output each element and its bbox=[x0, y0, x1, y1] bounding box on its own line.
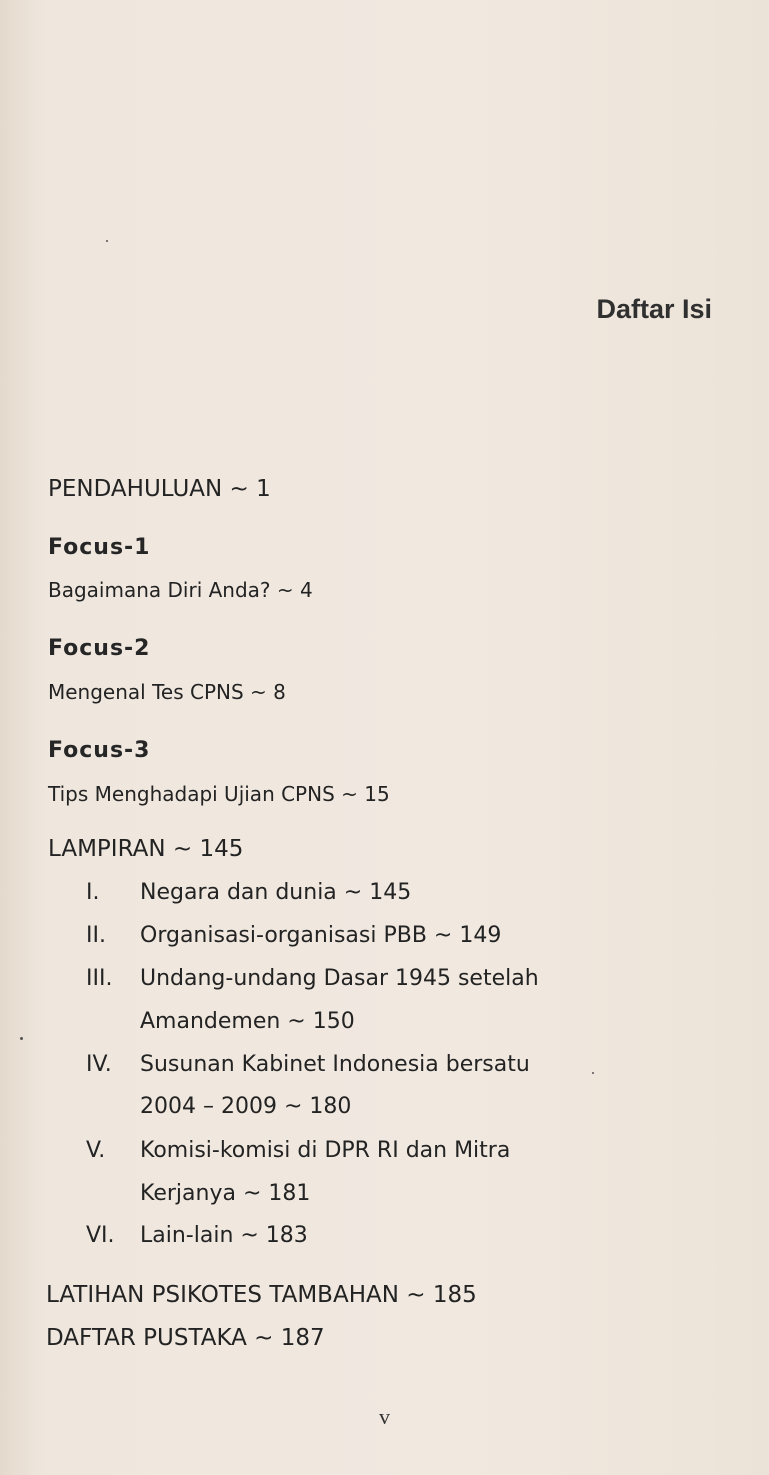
appendix-number: III. bbox=[86, 966, 113, 991]
appendix-entry: Undang-undang Dasar 1945 setelah bbox=[140, 966, 539, 991]
appendix-entry: Komisi-komisi di DPR RI dan Mitra bbox=[140, 1138, 511, 1163]
toc-entry-focus-3: Tips Menghadapi Ujian CPNS ~ 15 bbox=[48, 782, 390, 806]
paper-speck bbox=[592, 1072, 594, 1074]
appendix-entry: Negara dan dunia ~ 145 bbox=[140, 880, 412, 905]
appendix-entry: Lain-lain ~ 183 bbox=[140, 1223, 308, 1248]
toc-entry-focus-1: Bagaimana Diri Anda? ~ 4 bbox=[48, 578, 313, 602]
appendix-entry-continuation: Amandemen ~ 150 bbox=[140, 1009, 355, 1034]
appendix-number: II. bbox=[86, 923, 106, 948]
page-title: Daftar Isi bbox=[596, 294, 712, 324]
paper-speck bbox=[20, 1037, 23, 1040]
paper-speck bbox=[106, 240, 108, 242]
toc-entry-focus-2: Mengenal Tes CPNS ~ 8 bbox=[48, 680, 286, 704]
toc-heading-focus-1: Focus-1 bbox=[48, 535, 151, 560]
toc-heading-focus-3: Focus-3 bbox=[48, 738, 151, 763]
appendix-number: IV. bbox=[86, 1052, 112, 1077]
appendix-entry-continuation: Kerjanya ~ 181 bbox=[140, 1181, 311, 1206]
appendix-number: I. bbox=[86, 880, 100, 905]
toc-entry-pendahuluan: PENDAHULUAN ~ 1 bbox=[48, 476, 271, 502]
toc-entry-latihan: LATIHAN PSIKOTES TAMBAHAN ~ 185 bbox=[46, 1282, 477, 1308]
appendix-entry-continuation: 2004 – 2009 ~ 180 bbox=[140, 1094, 352, 1119]
page-number: v bbox=[379, 1404, 390, 1429]
appendix-entry: Susunan Kabinet Indonesia bersatu bbox=[140, 1052, 530, 1077]
appendix-number: VI. bbox=[86, 1223, 115, 1248]
appendix-entry: Organisasi-organisasi PBB ~ 149 bbox=[140, 923, 502, 948]
toc-heading-lampiran: LAMPIRAN ~ 145 bbox=[48, 836, 244, 862]
toc-entry-daftar-pustaka: DAFTAR PUSTAKA ~ 187 bbox=[46, 1325, 325, 1351]
toc-heading-focus-2: Focus-2 bbox=[48, 636, 151, 661]
appendix-number: V. bbox=[86, 1138, 106, 1163]
